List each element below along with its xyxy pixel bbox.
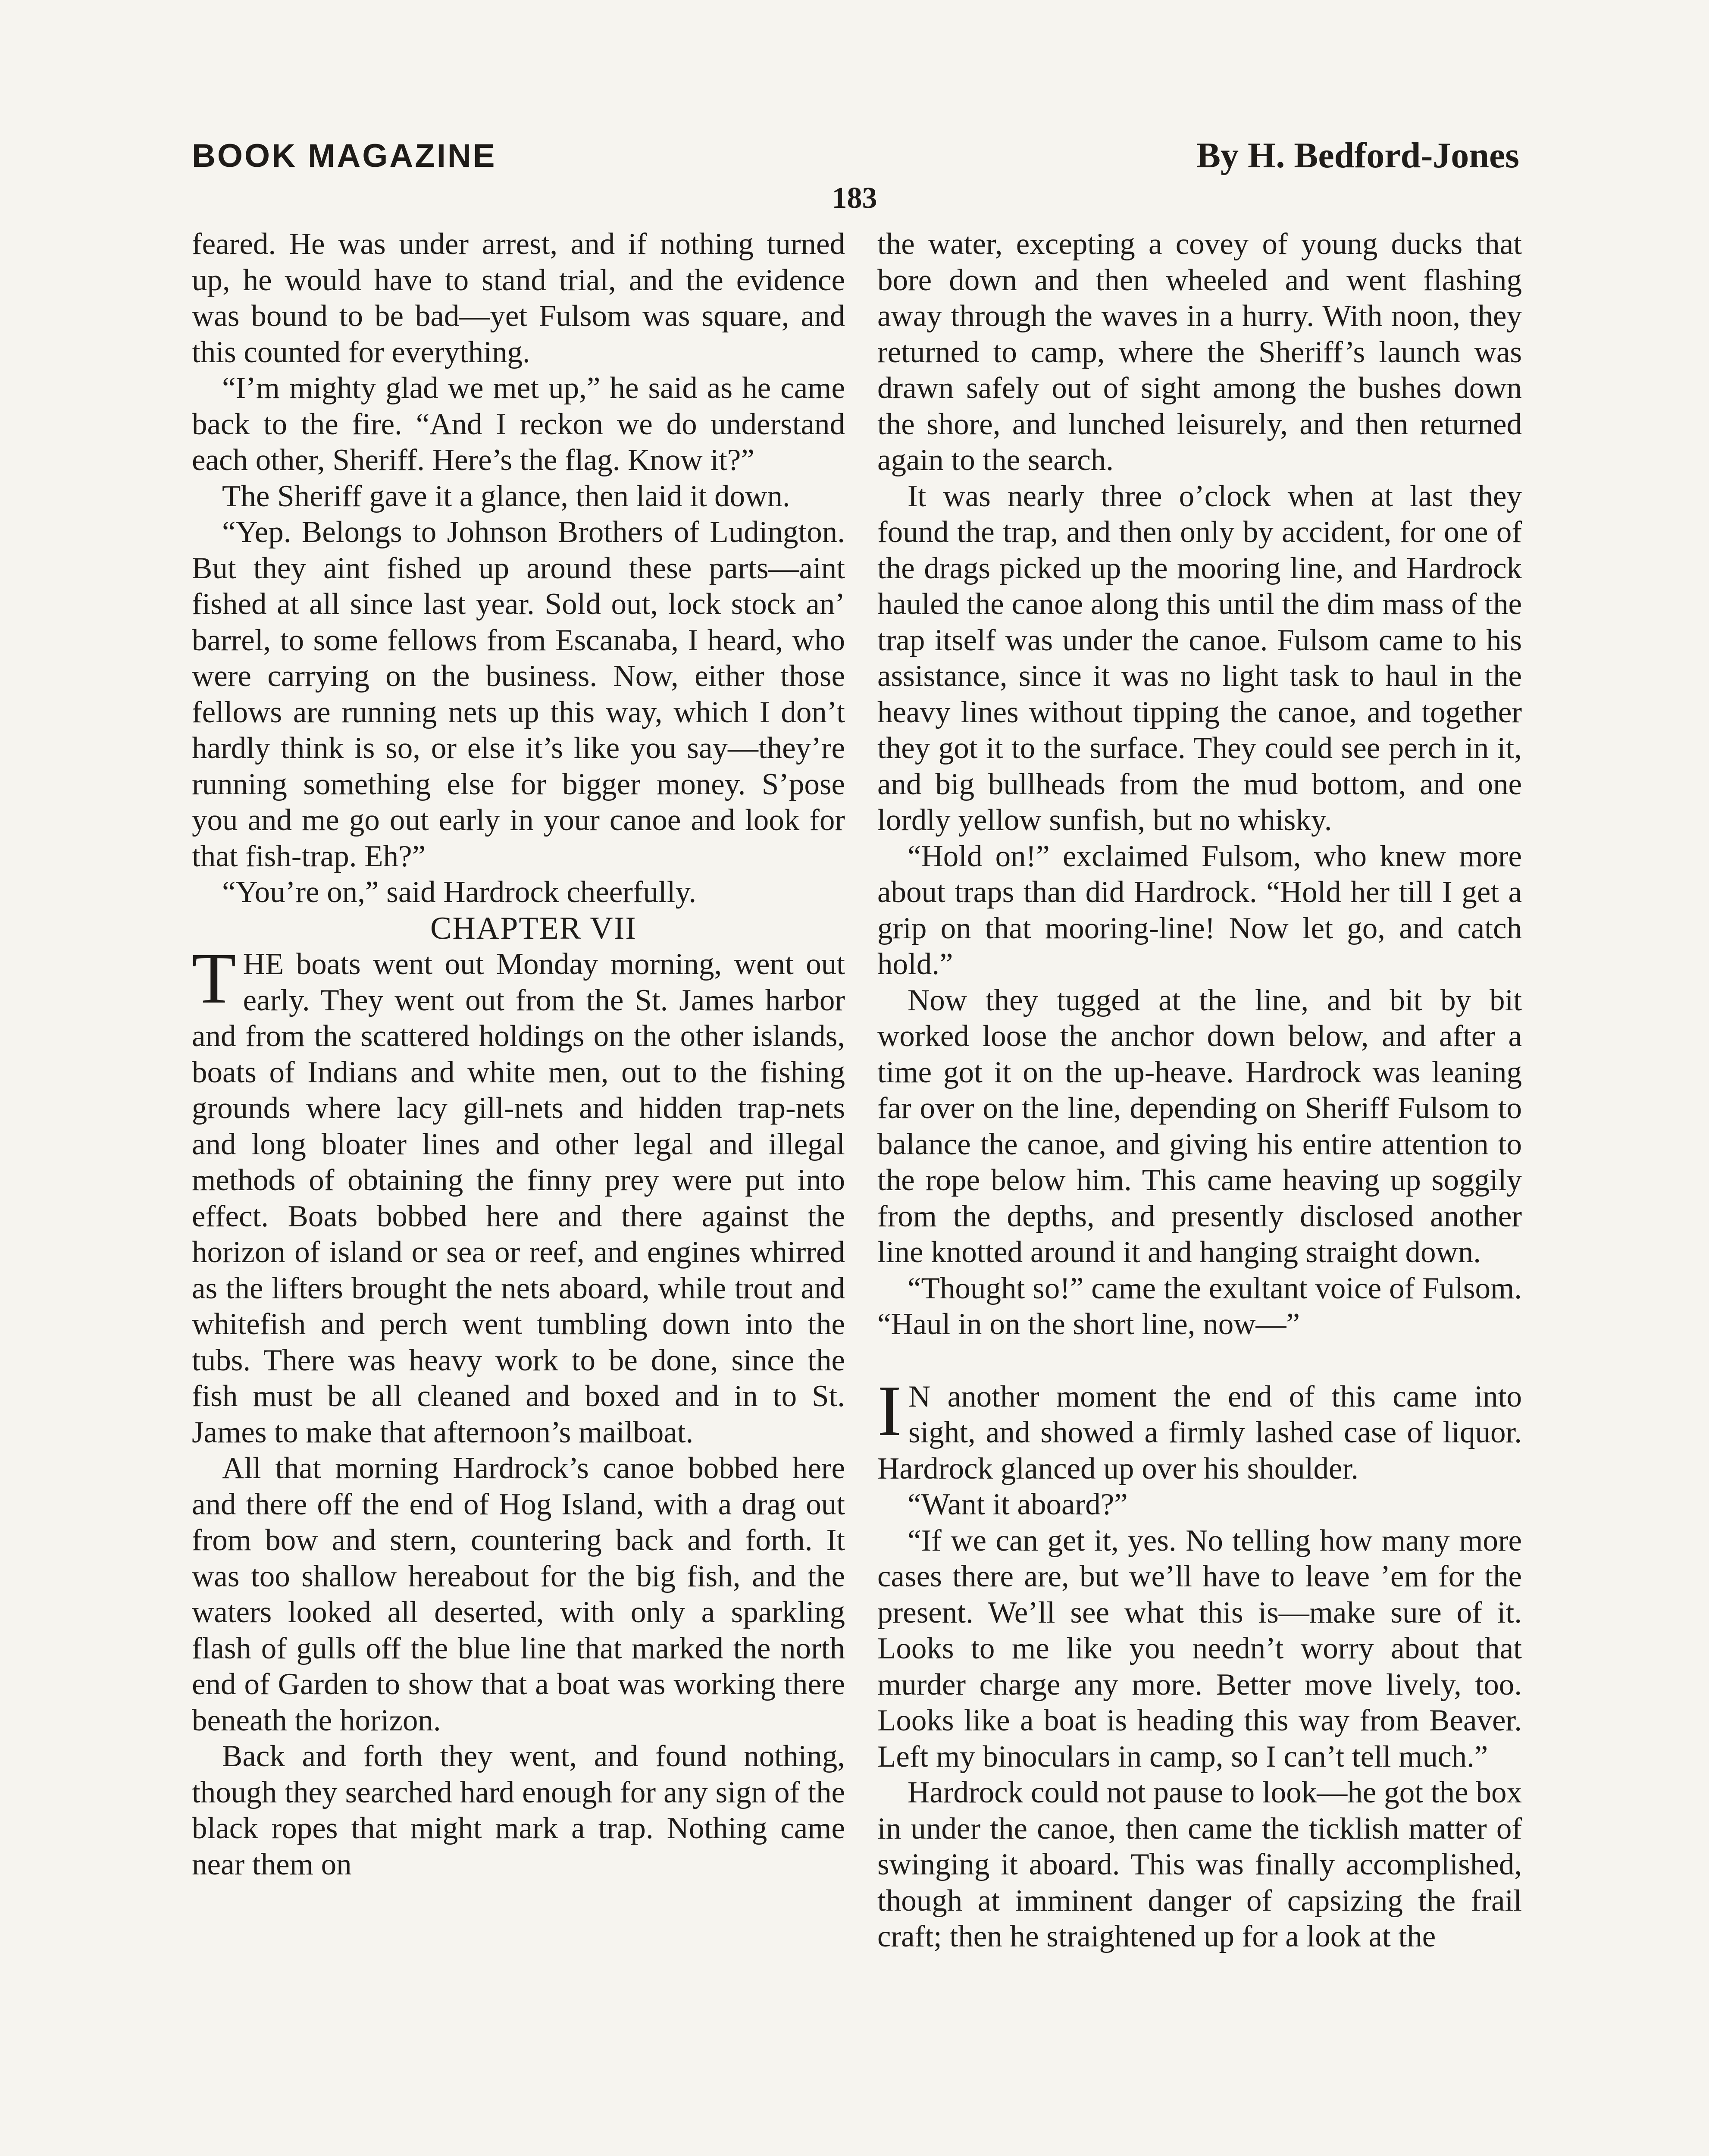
paragraph: “You’re on,” said Hardrock cheerfully. — [222, 875, 697, 909]
paragraph-text: HE boats went out Monday morning, went out early. They went out from the St. James harbor and from the scattered holdings on the other islands, boats of Indians and white men, out to the fishing grounds where lacy gill-nets and hidden trap-nets and long bloater lines and other legal and illegal methods of obtaining the finny prey were put into effect. Boats bobbed here and there against the horizon of island or sea or reef, and engines whirred as the lifters brought the nets aboard, while trout and whitefish and perch went tumbling down into the tubs. There was heavy work to be done, since the fish must be all cleaned and boxed and in to St. James to make that afternoon’s mailboat. — [192, 947, 845, 1449]
paragraph: Back and forth they went, and found nothing, though they searched hard enough for any sign of the black ropes that might mark a trap. Nothing came near them on — [192, 1739, 845, 1881]
paragraph — [877, 1370, 1522, 1487]
left-column — [192, 226, 845, 1883]
paragraph: “Yep. Belongs to Johnson Brothers of Ludington. But they aint fished up around these parts—aint fished at all since last year. Sold out, lock stock an’ barrel, to some fellows from Escanaba, I heard, who were carrying on the business. Now, either those fellows are running nets up this way, which I don’t hardly think is so, or else it’s like you say—they’re running something else for bigger money. S’pose you and me go out early in your canoe and look for that fish-trap. Eh?” — [192, 515, 845, 873]
paragraph-text: N another moment the end of this came into sight, and showed a firmly lashed case of liquor. Hardrock glanced up over his shoulder. — [877, 1379, 1522, 1485]
page-number: 183 — [832, 182, 877, 215]
paragraph: “Thought so!” came the exultant voice of Fulsom. “Haul in on the short line, now—” — [877, 1271, 1522, 1341]
paragraph: Now they tugged at the line, and bit by bit worked loose the anchor down below, and after a time got it on the up-heave. Hardrock was leaning far over on the line, depending on Sheriff Fulsom to balance the canoe, and giving his entire attention to the rope below him. This came heaving up soggily from the depths, and presently disclosed another line knotted around it and hanging straight down. — [877, 983, 1522, 1269]
paragraph: All that morning Hardrock’s canoe bobbed here and there off the end of Hog Island, with a drag out from bow and stern, countering back and forth. It was too shallow hereabout for the big fish, and the waters looked all deserted, with only a sparkling flash of gulls off the blue line that marked the north end of Garden to show that a boat was working there beneath the horizon. — [192, 1451, 845, 1737]
paragraph: feared. He was under arrest, and if nothing turned up, he would have to stand trial, and the evidence was bound to be bad—yet Fulsom was square, and this counted for everything. — [192, 227, 845, 369]
paragraph: Hardrock could not pause to look—he got the box in under the canoe, then came the ticklish matter of swinging it aboard. This was finally accomplished, though at imminent danger of capsizing the frail craft; then he straightened up for a look at the — [877, 1776, 1522, 1953]
drop-cap: T — [192, 938, 236, 1018]
chapter-heading: CHAPTER VII — [430, 910, 637, 946]
drop-cap: I — [877, 1370, 901, 1451]
paragraph: “If we can get it, yes. No telling how many more cases there are, but we’ll have to leave ’em for the present. We’ll see what this is—make sure of it. Looks to me like you needn’t worry about that murder charge any more. Better move lively, too. Looks like a boat is heading this way from Beaver. Left my binoculars in camp, so I can’t tell much.” — [877, 1523, 1522, 1774]
paragraph: “Want it aboard?” — [908, 1488, 1128, 1521]
paragraph: the water, excepting a covey of young ducks that bore down and then wheeled and went flashing away through the waves in a hurry. With noon, they returned to camp, where the Sheriff’s launch was drawn safely out of sight among the bushes down the shore, and lunched leisurely, and then returned again to the search. — [877, 227, 1522, 477]
magazine-title: BOOK MAGAZINE — [192, 138, 497, 174]
paragraph — [192, 938, 845, 1451]
paragraph: It was nearly three o’clock when at last they found the trap, and then only by accident, for one of the drags picked up the mooring line, and Hardrock hauled the canoe along this until the dim mass of the trap itself was under the canoe. Fulsom came to his assistance, since it was no light task to haul in the heavy lines without tipping the canoe, and together they got it to the surface. They could see perch in it, and big bullheads from the mud bottom, and one lordly yellow sunfish, but no whisky. — [877, 479, 1522, 837]
section-break — [877, 1343, 1522, 1379]
paragraph: The Sheriff gave it a glance, then laid it down. — [222, 479, 790, 513]
paragraph: “I’m mighty glad we met up,” he said as he came back to the fire. “And I reckon we do understand each other, Sheriff. Here’s the flag. Know it?” — [192, 371, 845, 477]
author-byline: By H. Bedford-Jones — [1196, 135, 1519, 175]
paragraph: “Hold on!” exclaimed Fulsom, who knew more about traps than did Hardrock. “Hold her till I get a grip on that mooring-line! Now let go, and catch hold.” — [877, 839, 1522, 981]
right-column — [877, 226, 1522, 1955]
